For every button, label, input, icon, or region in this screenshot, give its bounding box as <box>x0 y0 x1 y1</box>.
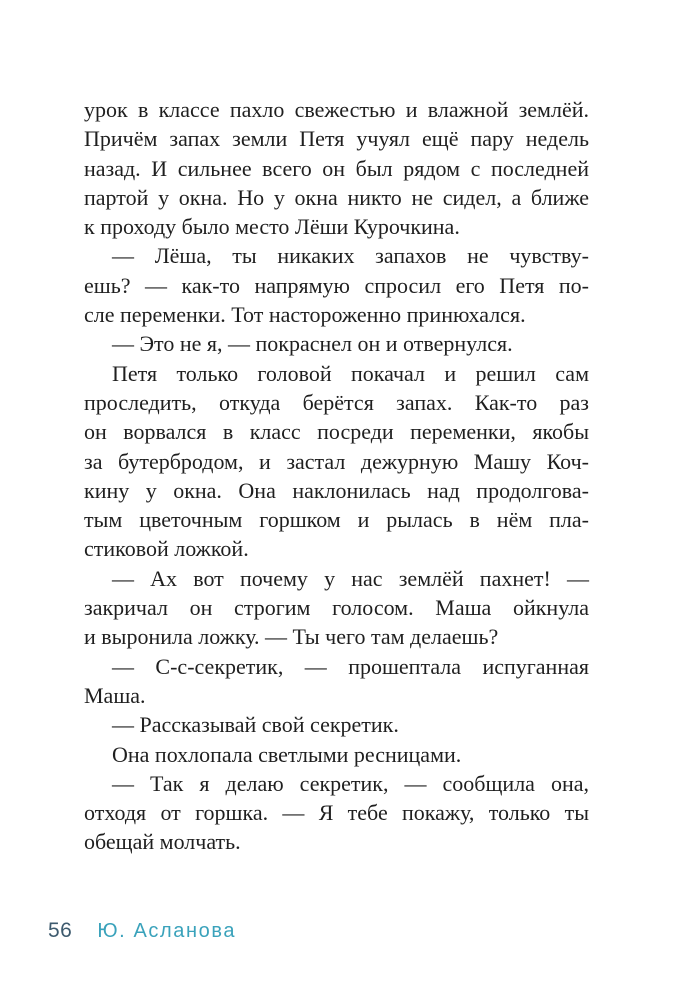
text-line: — Ах вот почему у нас землёй пахнет! — <box>112 565 589 591</box>
text-line: стиковой ложкой. <box>84 536 249 562</box>
text-line: отходя от горшка. — Я тебе покажу, только ты <box>84 800 589 826</box>
text-line: партой у окна. Но у окна никто не сидел, а ближе <box>84 184 589 210</box>
text-line: — Так я делаю секретик, — сообщила она, <box>112 770 589 796</box>
text-line: проследить, откуда берётся запах. Как-то раз <box>84 389 589 415</box>
text-line: — Рассказывай свой секретик. <box>112 712 399 738</box>
paragraph <box>84 769 589 857</box>
text-line: ешь? — как-то напрямую спросил его Петя по- <box>84 272 589 298</box>
text-line: Она похлопала светлыми ресницами. <box>112 741 462 767</box>
text-line: тым цветочным горшком и рылась в нём пла- <box>84 507 589 533</box>
text-line: назад. И сильнее всего он был рядом с последней <box>84 155 589 181</box>
text-line: — С-с-секретик, — прошептала испуганная <box>112 653 589 679</box>
text-line: Маша. <box>84 682 146 708</box>
page-number: 56 <box>48 919 73 942</box>
text-line: кину у окна. Она наклонилась над продолгова- <box>84 477 589 503</box>
paragraph <box>84 359 589 564</box>
text-line: урок в классе пахло свежестью и влажной землёй. <box>84 97 589 122</box>
text-line: закричал он строгим голосом. Маша ойкнула <box>84 595 589 621</box>
paragraph <box>84 710 589 739</box>
text-line: обещай молчать. <box>84 829 241 855</box>
paragraph <box>84 95 589 241</box>
page-footer <box>48 919 236 943</box>
page-text <box>84 95 589 857</box>
text-line: за бутербродом, и застал дежурную Машу Коч- <box>84 448 589 474</box>
text-line: и выронила ложку. — Ты чего там делаешь? <box>84 624 499 650</box>
paragraph <box>84 740 589 769</box>
text-line: — Это не я, — покраснел он и отвернулся. <box>112 331 513 357</box>
text-line: сле переменки. Тот настороженно принюхался. <box>84 302 526 328</box>
paragraph <box>84 329 589 358</box>
paragraph <box>84 564 589 652</box>
text-line: он ворвался в класс посреди переменки, якобы <box>84 419 589 445</box>
paragraph <box>84 652 589 711</box>
text-line: Причём запах земли Петя учуял ещё пару недель <box>84 126 589 152</box>
text-line: — Лёша, ты никаких запахов не чувству- <box>112 243 589 269</box>
paragraph <box>84 241 589 329</box>
text-line: к проходу было место Лёши Курочкина. <box>84 214 460 240</box>
text-line: Петя только головой покачал и решил сам <box>112 360 589 386</box>
author-name: Ю. Асланова <box>97 920 237 942</box>
